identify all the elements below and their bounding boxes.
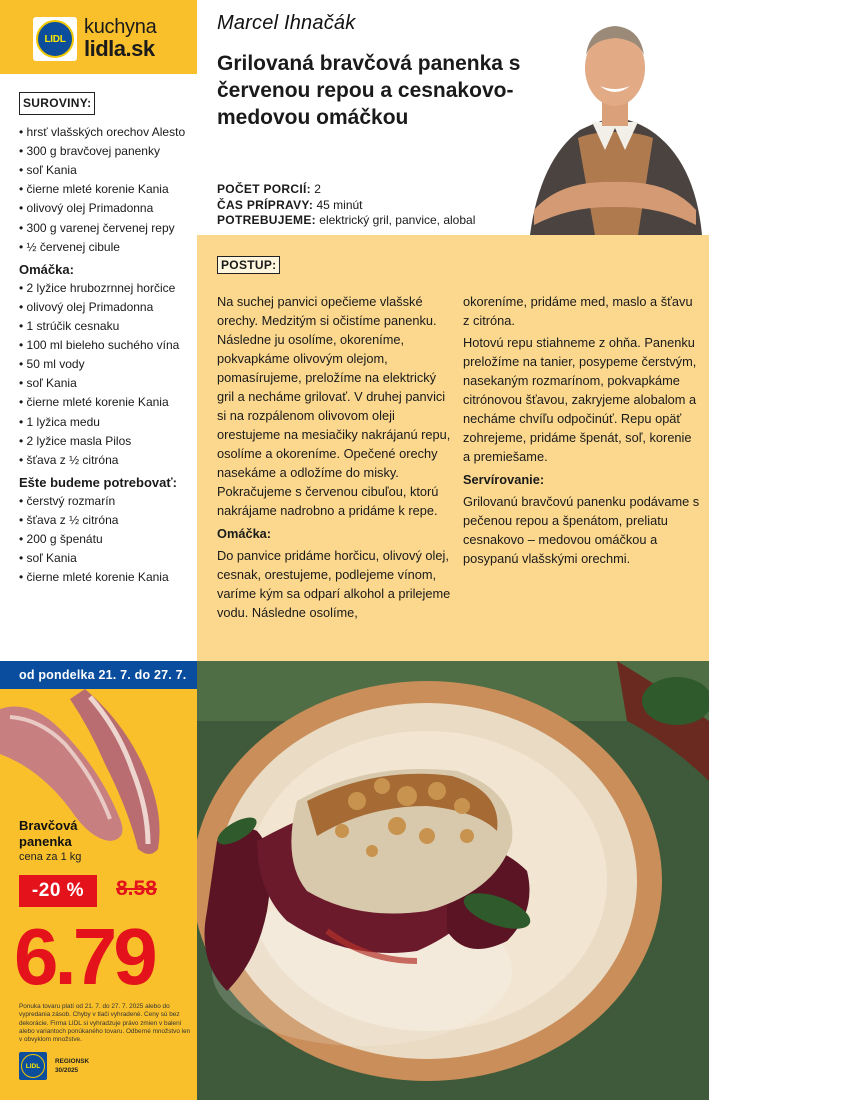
- method-paragraph: Grilovanú bravčovú panenku podávame s pečenou repou a špenátom, preliatu cesnakovo – medovou omáčkou a posypanú vlašskými orechmi.: [463, 494, 700, 566]
- old-price: 8.58: [116, 877, 157, 900]
- method-column-1: [217, 292, 455, 622]
- sauce-item: • šťava z ½ citróna: [19, 451, 197, 470]
- time-label: ČAS PRÍPRAVY:: [217, 197, 314, 212]
- offer-dates: od pondelka 21. 7. do 27. 7.: [0, 661, 197, 689]
- sauce-method-heading: Omáčka:: [217, 526, 272, 541]
- current-price: 6.79: [14, 912, 154, 1001]
- dish-photo: [197, 661, 709, 1100]
- product-name-line2: panenka: [19, 834, 72, 849]
- sauce-item: • soľ Kania: [19, 374, 197, 393]
- extra-item: • šťava z ½ citróna: [19, 511, 197, 530]
- sauce-item: • 2 lyžice masla Pilos: [19, 432, 197, 451]
- sauce-item: • 2 lyžice hrubozrnnej horčice: [19, 279, 197, 298]
- lidl-logo-text: LIDL: [36, 20, 74, 58]
- chef-name: Marcel Ihnačák: [217, 12, 356, 34]
- sauce-item: • čierne mleté korenie Kania: [19, 393, 197, 412]
- sauce-item: • 50 ml vody: [19, 355, 197, 374]
- ingredient-item: • soľ Kania: [19, 161, 197, 180]
- recipe-title: Grilovaná bravčová panenka s červenou repou a cesnakovo-medovou omáčkou: [217, 52, 521, 129]
- portions-label: POČET PORCIÍ:: [217, 182, 311, 196]
- unit-price-note: cena za 1 kg: [19, 851, 82, 863]
- method-column-2: [463, 292, 701, 568]
- brand-line1: kuchyna: [84, 16, 157, 38]
- ingredient-item: • ½ červenej cibule: [19, 238, 197, 257]
- sauce-item: • 100 ml bieleho suchého vína: [19, 336, 197, 355]
- ingredient-item: • čierne mleté korenie Kania: [19, 180, 197, 199]
- lidl-logo-small: [19, 1052, 47, 1080]
- needs-label: POTREBUJEME:: [217, 213, 316, 227]
- ingredients-label: SUROVINY:: [19, 92, 95, 115]
- needs-value: elektrický gril, panvice, alobal: [319, 213, 476, 227]
- extra-item: • soľ Kania: [19, 549, 197, 568]
- ingredient-item: • 300 g bravčovej panenky: [19, 142, 197, 161]
- method-paragraph: Do panvice pridáme horčicu, olivový olej, cesnak, orestujeme, podlejeme vínom, varíme kým sa odparí alkohol a prilejeme vodu. Následne osolíme,: [217, 548, 451, 620]
- ingredient-item: • hrsť vlašských orechov Alesto: [19, 123, 197, 142]
- time-value: 45 minút: [316, 197, 363, 212]
- discount-badge: -20 %: [19, 875, 97, 907]
- chef-photo: [520, 10, 710, 235]
- product-name-line1: Bravčová: [19, 818, 78, 833]
- serving-heading: Servírovanie:: [463, 472, 545, 487]
- extra-item: • čierne mleté korenie Kania: [19, 568, 197, 587]
- ingredients-column: [19, 92, 197, 587]
- ingredient-item: • 300 g varenej červenej repy: [19, 219, 197, 238]
- extra-item: • čerstvý rozmarín: [19, 492, 197, 511]
- brand-header: [0, 0, 197, 74]
- recipe-meta: [217, 182, 475, 229]
- method-label: POSTUP:: [217, 256, 280, 274]
- ingredient-item: • olivový olej Primadonna: [19, 199, 197, 218]
- sauce-item: • olivový olej Primadonna: [19, 298, 197, 317]
- fine-print: Ponuka tovaru platí od 21. 7. do 27. 7. 2025 alebo do vypredania zásob. Chyby v tlači vyhradené. Ceny sú bez dekorácie. Firma LIDL si vyhradzuje právo zmien v balení alebo variantoch ponúkaného tovaru. Odberné množstvo len v obvyklom množstve.: [19, 1003, 191, 1044]
- sauce-item: • 1 lyžica medu: [19, 413, 197, 432]
- method-paragraph: Na suchej panvici opečieme vlašské orechy. Medzitým si očistíme panenku. Následne ju osolíme, okoreníme, pokvapkáme olivovým olejom, pomasírujeme, preložíme na elektrický gril a necháme grilovať. V druhej panvici si na rozpálenom olivovom oleji orestujeme na mesiačiky nakrájanú repu, osolíme a okoreníme. Opečené orechy nasekáme a odložíme do misky. Pokračujeme s červenou cibuľou, ktorú nakrájame nadrobno a pridáme k repe.: [217, 294, 451, 518]
- portions-value: 2: [314, 182, 321, 196]
- lidl-logo-small-text: LIDL: [21, 1054, 45, 1078]
- extra-item: • 200 g špenátu: [19, 530, 197, 549]
- method-paragraph: okoreníme, pridáme med, maslo a šťavu z citróna.: [463, 294, 693, 328]
- extra-subheading: Ešte budeme potrebovať:: [19, 474, 177, 490]
- regional-line1: REGIONSK: [55, 1058, 90, 1065]
- regional-line2: 30/2025: [55, 1067, 79, 1074]
- sauce-item: • 1 strúčik cesnaku: [19, 317, 197, 336]
- brand-line2[interactable]: lidla.sk: [84, 36, 155, 61]
- method-paragraph: Hotovú repu stiahneme z ohňa. Panenku preložíme na tanier, posypeme čerstvým, nasekaným rozmarínom, pokvapkáme citrónovou šťavou, zakryjeme alobalom a necháme chvíľu odpočinúť. Repu opäť zohrejeme, pridáme špenát, soľ, korenie a premiešame.: [463, 335, 697, 464]
- lidl-logo[interactable]: [33, 17, 77, 61]
- product-name: [19, 818, 78, 850]
- regional-note: [55, 1057, 89, 1075]
- sauce-subheading: Omáčka:: [19, 261, 74, 277]
